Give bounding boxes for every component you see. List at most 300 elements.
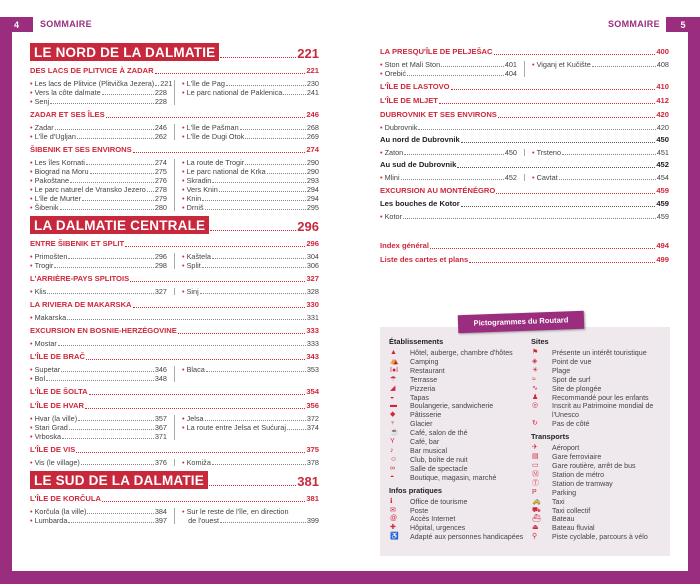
leader-dots bbox=[401, 179, 504, 180]
entry-page: 294 bbox=[306, 194, 319, 203]
leader-dots bbox=[200, 293, 306, 294]
bullet-icon: • bbox=[182, 287, 185, 296]
legend-item bbox=[389, 498, 529, 507]
section-heading-title: EXCURSION AU MONTÉNÉGRO bbox=[380, 186, 496, 195]
toc-entry bbox=[380, 69, 517, 78]
left-page-toc bbox=[30, 39, 319, 525]
bullet-icon: • bbox=[532, 148, 535, 157]
toc-entry bbox=[380, 60, 517, 69]
region-banner bbox=[30, 216, 319, 234]
legend-item bbox=[389, 349, 529, 358]
legend-label: Boulangerie, sandwicherie bbox=[410, 402, 494, 411]
leader-dots bbox=[210, 230, 296, 231]
leader-dots bbox=[102, 94, 154, 95]
toc-entry bbox=[182, 176, 319, 185]
legend-label: Station de métro bbox=[552, 470, 605, 479]
legend-group-heading: Sites bbox=[531, 337, 549, 346]
entry-column-right bbox=[182, 79, 319, 106]
section-heading-title: DES LACS DE PLITVICE À ZADAR bbox=[30, 66, 154, 75]
legend-right-column bbox=[531, 337, 667, 542]
toc-entry bbox=[182, 167, 319, 176]
river-boat-icon: ⏏ bbox=[532, 524, 539, 532]
section-heading bbox=[30, 326, 319, 336]
entry-page: 384 bbox=[154, 507, 167, 516]
bullet-icon: • bbox=[30, 287, 33, 296]
toc-entry bbox=[182, 365, 319, 374]
entry-page: 290 bbox=[306, 158, 319, 167]
toc-entry bbox=[182, 123, 319, 132]
entry-column-left bbox=[30, 507, 167, 525]
leader-dots bbox=[498, 117, 655, 118]
bullet-icon: • bbox=[30, 194, 33, 203]
entry-column-left bbox=[30, 287, 167, 296]
leader-dots bbox=[68, 258, 153, 259]
legend-item bbox=[531, 498, 667, 507]
legend-label: Station de tramway bbox=[552, 479, 613, 488]
entry-label: La route de Trogir bbox=[186, 158, 245, 167]
toc-entry bbox=[182, 194, 319, 203]
section-heading bbox=[30, 239, 319, 249]
toc-entry bbox=[30, 365, 167, 374]
legend-label: Piste cyclable, parcours à vélo bbox=[552, 533, 648, 542]
section-heading-title: Liste des cartes et plans bbox=[380, 255, 469, 264]
section-heading bbox=[380, 96, 669, 106]
leader-dots bbox=[240, 129, 306, 130]
entry-column-right bbox=[182, 287, 319, 296]
beach-icon: ☀ bbox=[532, 366, 539, 374]
entry-column-left bbox=[380, 148, 517, 157]
toc-entry bbox=[30, 79, 173, 88]
legend-item bbox=[389, 515, 529, 524]
leader-dots bbox=[212, 464, 306, 465]
section-heading-title: Index général bbox=[380, 241, 429, 250]
column-divider bbox=[174, 159, 175, 211]
toc-entry bbox=[182, 185, 319, 194]
section-heading-title: ŠIBENIK ET SES ENVIRONS bbox=[30, 145, 132, 154]
entry-label: Vis (le village) bbox=[34, 458, 80, 467]
legend-label: Restaurant bbox=[410, 366, 445, 375]
bullet-icon: • bbox=[30, 432, 33, 441]
entry-label: Supetar bbox=[34, 365, 61, 374]
hospital-icon: ✚ bbox=[390, 524, 396, 532]
toc-entry bbox=[182, 516, 319, 525]
entry-list bbox=[30, 79, 319, 106]
bullet-icon: • bbox=[30, 123, 33, 132]
leader-dots bbox=[283, 94, 306, 95]
entry-page: 328 bbox=[306, 287, 319, 296]
entry-label: de l'ouest bbox=[188, 516, 220, 525]
leader-dots bbox=[155, 73, 306, 74]
entry-label: Vers Knin bbox=[186, 185, 218, 194]
bullet-icon: • bbox=[30, 261, 33, 270]
entry-label: Primošten bbox=[34, 252, 68, 261]
bullet-icon: • bbox=[532, 173, 535, 182]
section-heading bbox=[30, 387, 319, 397]
entry-page: 274 bbox=[154, 158, 167, 167]
toc-entry bbox=[30, 423, 167, 432]
entry-page: 372 bbox=[306, 414, 319, 423]
entry-column-right bbox=[182, 458, 319, 467]
toc-entry bbox=[380, 173, 517, 182]
legend-label: Café, bar bbox=[410, 438, 440, 447]
hotel-icon: ▲ bbox=[390, 349, 397, 356]
toc-entry bbox=[182, 252, 319, 261]
toc-entry bbox=[30, 261, 167, 270]
leader-dots bbox=[130, 281, 305, 282]
region-banner-title: LE NORD DE LA DALMATIE bbox=[30, 43, 219, 61]
legend-item bbox=[531, 515, 667, 524]
toc-entry bbox=[182, 507, 319, 516]
legend-item bbox=[531, 402, 667, 420]
legend-item bbox=[389, 533, 529, 542]
entry-list bbox=[380, 123, 669, 132]
leader-dots bbox=[220, 57, 296, 58]
entry-label: Viganj et Kučište bbox=[536, 60, 591, 69]
entry-column bbox=[380, 123, 669, 132]
children-icon: ♟ bbox=[532, 393, 539, 401]
legend-item bbox=[389, 507, 529, 516]
column-divider bbox=[174, 366, 175, 382]
leader-dots bbox=[559, 179, 656, 180]
legend-item bbox=[389, 420, 529, 429]
entry-label: Sinj bbox=[186, 287, 199, 296]
leader-dots bbox=[441, 66, 504, 67]
leader-dots bbox=[155, 85, 159, 86]
bullet-icon: • bbox=[30, 423, 33, 432]
entry-list bbox=[30, 123, 319, 141]
pizza-icon: ◢ bbox=[390, 384, 396, 392]
entry-page: 399 bbox=[306, 516, 319, 525]
entry-page: 346 bbox=[154, 365, 167, 374]
bus-icon: ▭ bbox=[532, 461, 539, 469]
toc-entry bbox=[182, 261, 319, 270]
section-heading bbox=[30, 352, 319, 362]
bullet-icon: • bbox=[30, 507, 33, 516]
entry-page: 268 bbox=[306, 123, 319, 132]
legend-label: Hôtel, auberge, chambre d'hôtes bbox=[410, 349, 513, 357]
entry-page: 401 bbox=[504, 60, 517, 69]
leader-dots bbox=[69, 429, 154, 430]
subsection-heading bbox=[380, 199, 669, 209]
toc-entry bbox=[532, 148, 669, 157]
entry-page: 420 bbox=[656, 123, 669, 132]
entry-page: 262 bbox=[154, 132, 167, 141]
legend-item bbox=[389, 465, 529, 474]
entry-page: 371 bbox=[154, 432, 167, 441]
legend-label: Salle de spectacle bbox=[410, 464, 468, 473]
section-heading bbox=[380, 47, 669, 57]
leader-dots bbox=[62, 438, 154, 439]
entry-list bbox=[380, 212, 669, 221]
leader-dots bbox=[226, 85, 306, 86]
entry-label: Sur le reste de l'île, en direction bbox=[186, 507, 289, 516]
legend-item bbox=[389, 367, 529, 376]
section-heading-title: ENTRE ŠIBENIK ET SPLIT bbox=[30, 239, 125, 248]
legend-label: Pizzeria bbox=[410, 384, 436, 393]
unesco-icon: ◎ bbox=[532, 402, 539, 410]
leader-dots bbox=[212, 258, 306, 259]
legend-label: Aéroport bbox=[552, 444, 580, 453]
leader-dots bbox=[76, 452, 305, 453]
legend-item bbox=[389, 447, 529, 456]
entry-label: Ston et Mali Ston bbox=[384, 60, 441, 69]
toc-entry bbox=[30, 339, 319, 348]
bullet-icon: • bbox=[380, 123, 383, 132]
entry-label: Zaton bbox=[384, 148, 404, 157]
mail-icon: ✉ bbox=[390, 506, 396, 514]
toc-entry bbox=[30, 185, 167, 194]
leader-dots bbox=[89, 394, 306, 395]
left-header-title: SOMMAIRE bbox=[40, 19, 92, 29]
toc-entry bbox=[380, 212, 669, 221]
entry-column bbox=[30, 339, 319, 348]
entry-page: 306 bbox=[306, 261, 319, 270]
leader-dots bbox=[102, 501, 305, 502]
entry-label: Split bbox=[186, 261, 201, 270]
bullet-icon: • bbox=[30, 79, 33, 88]
leader-dots bbox=[86, 164, 154, 165]
entry-page: 452 bbox=[504, 173, 517, 182]
section-heading bbox=[30, 401, 319, 411]
leader-dots bbox=[439, 103, 655, 104]
region-banner-page: 221 bbox=[297, 46, 319, 61]
entry-label: Senj bbox=[34, 97, 50, 106]
leader-dots bbox=[58, 345, 306, 346]
leader-dots bbox=[562, 154, 656, 155]
entry-page: 230 bbox=[306, 79, 319, 88]
legend-item bbox=[531, 444, 667, 453]
leader-dots bbox=[87, 513, 153, 514]
section-heading-title: LA RIVIERA DE MAKARSKA bbox=[30, 300, 132, 309]
right-header-title: SOMMAIRE bbox=[608, 19, 660, 29]
toc-entry bbox=[182, 88, 319, 97]
surf-icon: ≈ bbox=[532, 375, 536, 383]
bullet-icon: • bbox=[380, 69, 383, 78]
entry-column-left bbox=[30, 158, 167, 212]
entry-column-left bbox=[30, 123, 167, 141]
entry-label: Le parc national de Paklenica bbox=[186, 88, 283, 97]
entry-column-left bbox=[30, 79, 173, 106]
legend-group-heading: Établissements bbox=[389, 337, 444, 346]
entry-label: Jelsa bbox=[186, 414, 204, 423]
bullet-icon: • bbox=[532, 60, 535, 69]
bullet-icon: • bbox=[182, 185, 185, 194]
leader-dots bbox=[206, 371, 306, 372]
entry-page: 333 bbox=[306, 339, 319, 348]
entry-label: Le parc national de Krka bbox=[186, 167, 266, 176]
bullet-icon: • bbox=[182, 365, 185, 374]
toc-entry bbox=[30, 194, 167, 203]
subsection-heading-page: 452 bbox=[656, 160, 669, 169]
legend-label: Café, salon de thé bbox=[410, 429, 468, 438]
entry-page: 397 bbox=[154, 516, 167, 525]
toc-entry bbox=[182, 287, 319, 296]
toc-entry bbox=[30, 252, 167, 261]
legend-item bbox=[389, 394, 529, 403]
entry-column-right bbox=[182, 252, 319, 270]
section-heading-title: DUBROVNIK ET SES ENVIRONS bbox=[380, 110, 497, 119]
entry-label: Šibenik bbox=[34, 203, 59, 212]
section-heading-page: 296 bbox=[306, 239, 319, 248]
leader-dots bbox=[202, 267, 306, 268]
entry-label: Biograd na Moru bbox=[34, 167, 89, 176]
toc-entry bbox=[182, 132, 319, 141]
toc-entry bbox=[380, 148, 517, 157]
bar-icon: Y bbox=[390, 438, 395, 446]
section-heading bbox=[30, 445, 319, 455]
bullet-icon bbox=[182, 516, 186, 525]
entry-column-left bbox=[380, 60, 517, 78]
entry-page: 304 bbox=[306, 252, 319, 261]
entry-label: Stari Grad bbox=[34, 423, 68, 432]
legend-label: Poste bbox=[410, 506, 429, 515]
legend-label: Site de plongée bbox=[552, 384, 602, 393]
entry-column-left bbox=[380, 173, 517, 182]
subsection-heading-title: Au nord de Dubrovnik bbox=[380, 135, 460, 144]
leader-dots bbox=[404, 154, 504, 155]
legend-label: Club, boîte de nuit bbox=[410, 455, 468, 464]
entry-label: Blaca bbox=[186, 365, 205, 374]
legend-label: Taxi collectif bbox=[552, 506, 591, 515]
entry-page: 451 bbox=[656, 148, 669, 157]
taxi-icon: 🚕 bbox=[532, 497, 541, 505]
column-divider bbox=[174, 253, 175, 269]
entry-column-right bbox=[182, 507, 319, 525]
toc-entry bbox=[30, 203, 167, 212]
toc-entry bbox=[182, 458, 319, 467]
entry-column bbox=[30, 313, 319, 322]
entry-column-left bbox=[30, 414, 167, 441]
airport-icon: ✈ bbox=[532, 444, 538, 452]
column-divider bbox=[174, 124, 175, 140]
left-page-edge bbox=[0, 17, 12, 584]
legend-label: Gare ferroviaire bbox=[552, 453, 602, 462]
legend-item bbox=[531, 524, 667, 533]
section-heading-page: 420 bbox=[656, 110, 669, 119]
ice-cream-icon: ♆ bbox=[390, 420, 396, 428]
column-divider bbox=[174, 508, 175, 524]
right-page-edge bbox=[688, 17, 700, 584]
entry-page: 294 bbox=[306, 185, 319, 194]
legend-item bbox=[389, 438, 529, 447]
bullet-icon: • bbox=[182, 194, 185, 203]
bike-icon: ⚲ bbox=[532, 533, 538, 541]
bullet-icon: • bbox=[30, 374, 33, 383]
leader-dots bbox=[494, 54, 656, 55]
entry-list bbox=[30, 414, 319, 441]
section-heading bbox=[380, 110, 669, 120]
entry-column-right bbox=[532, 173, 669, 182]
entry-list bbox=[30, 287, 319, 296]
legend-item bbox=[531, 533, 667, 542]
leader-dots bbox=[50, 103, 154, 104]
entry-page: 367 bbox=[154, 423, 167, 432]
legend-label: Taxi bbox=[552, 497, 565, 506]
bullet-icon: • bbox=[30, 458, 33, 467]
legend-label: Point de vue bbox=[552, 357, 592, 366]
entry-label: L'île de Pašman bbox=[186, 123, 239, 132]
leader-dots bbox=[496, 193, 655, 194]
entry-label: L'île de Dugi Otok bbox=[186, 132, 245, 141]
section-heading-page: 333 bbox=[306, 326, 319, 335]
legend-item bbox=[389, 402, 529, 411]
bullet-icon: • bbox=[182, 203, 185, 212]
bottom-page-edge bbox=[0, 571, 700, 584]
section-heading bbox=[30, 274, 319, 284]
bullet-icon: • bbox=[182, 458, 185, 467]
entry-page: 241 bbox=[306, 88, 319, 97]
legend-item bbox=[389, 358, 529, 367]
entry-page: 278 bbox=[154, 185, 167, 194]
entry-list bbox=[30, 158, 319, 212]
legend-label: Tapas bbox=[410, 393, 429, 402]
section-heading bbox=[30, 145, 319, 155]
column-divider bbox=[174, 459, 175, 466]
spacer bbox=[380, 221, 669, 237]
entry-label: Le parc naturel de Vransko Jezero bbox=[34, 185, 146, 194]
legend-item bbox=[531, 471, 667, 480]
legend-label: Parking bbox=[552, 488, 577, 497]
entry-page: 276 bbox=[154, 176, 167, 185]
restaurant-icon: I●I bbox=[390, 366, 399, 374]
bullet-icon: • bbox=[30, 158, 33, 167]
leader-dots bbox=[133, 152, 306, 153]
entry-page: 459 bbox=[656, 212, 669, 221]
toc-entry bbox=[30, 432, 167, 441]
entry-label: Lumbarda bbox=[34, 516, 68, 525]
toc-entry bbox=[30, 176, 167, 185]
legend-label: Inscrit au Patrimoine mondial de l'Unesco bbox=[552, 402, 654, 420]
bullet-icon: • bbox=[30, 176, 33, 185]
entry-page: 357 bbox=[154, 414, 167, 423]
toc-entry bbox=[30, 313, 319, 322]
entry-page: 269 bbox=[306, 132, 319, 141]
legend-item bbox=[531, 453, 667, 462]
legend-item bbox=[531, 480, 667, 489]
toc-entry bbox=[182, 414, 319, 423]
entry-page: 408 bbox=[656, 60, 669, 69]
region-banner bbox=[30, 471, 319, 489]
entry-page: 374 bbox=[306, 423, 319, 432]
toc-entry bbox=[30, 97, 167, 106]
entry-label: Kotor bbox=[384, 212, 403, 221]
leader-dots bbox=[85, 408, 305, 409]
shop-icon: ◓ bbox=[390, 473, 395, 481]
parking-icon: P bbox=[532, 488, 537, 496]
toc-entry bbox=[182, 203, 319, 212]
entry-page: 280 bbox=[154, 203, 167, 212]
bullet-icon: • bbox=[30, 203, 33, 212]
leader-dots bbox=[81, 464, 154, 465]
entry-label: Mostar bbox=[34, 339, 57, 348]
entry-label: Hvar (la ville) bbox=[34, 414, 78, 423]
section-heading-page: 246 bbox=[306, 110, 319, 119]
entry-label: Komiža bbox=[186, 458, 211, 467]
legend-label: Camping bbox=[410, 357, 439, 366]
leader-dots bbox=[70, 182, 154, 183]
section-heading-page: 410 bbox=[656, 82, 669, 91]
subsection-heading-page: 459 bbox=[656, 199, 669, 208]
region-banner-title: LE SUD DE LA DALMATIE bbox=[30, 471, 208, 489]
tram-icon: Ⓣ bbox=[532, 479, 539, 487]
legend-label: Gare routière, arrêt de bus bbox=[552, 461, 636, 470]
bullet-icon: • bbox=[30, 252, 33, 261]
entry-page: 298 bbox=[154, 261, 167, 270]
section-heading-page: 354 bbox=[306, 387, 319, 396]
legend-label: Recommandé pour les enfants bbox=[552, 393, 649, 402]
entry-label: Makarska bbox=[34, 313, 67, 322]
leader-dots bbox=[90, 173, 154, 174]
